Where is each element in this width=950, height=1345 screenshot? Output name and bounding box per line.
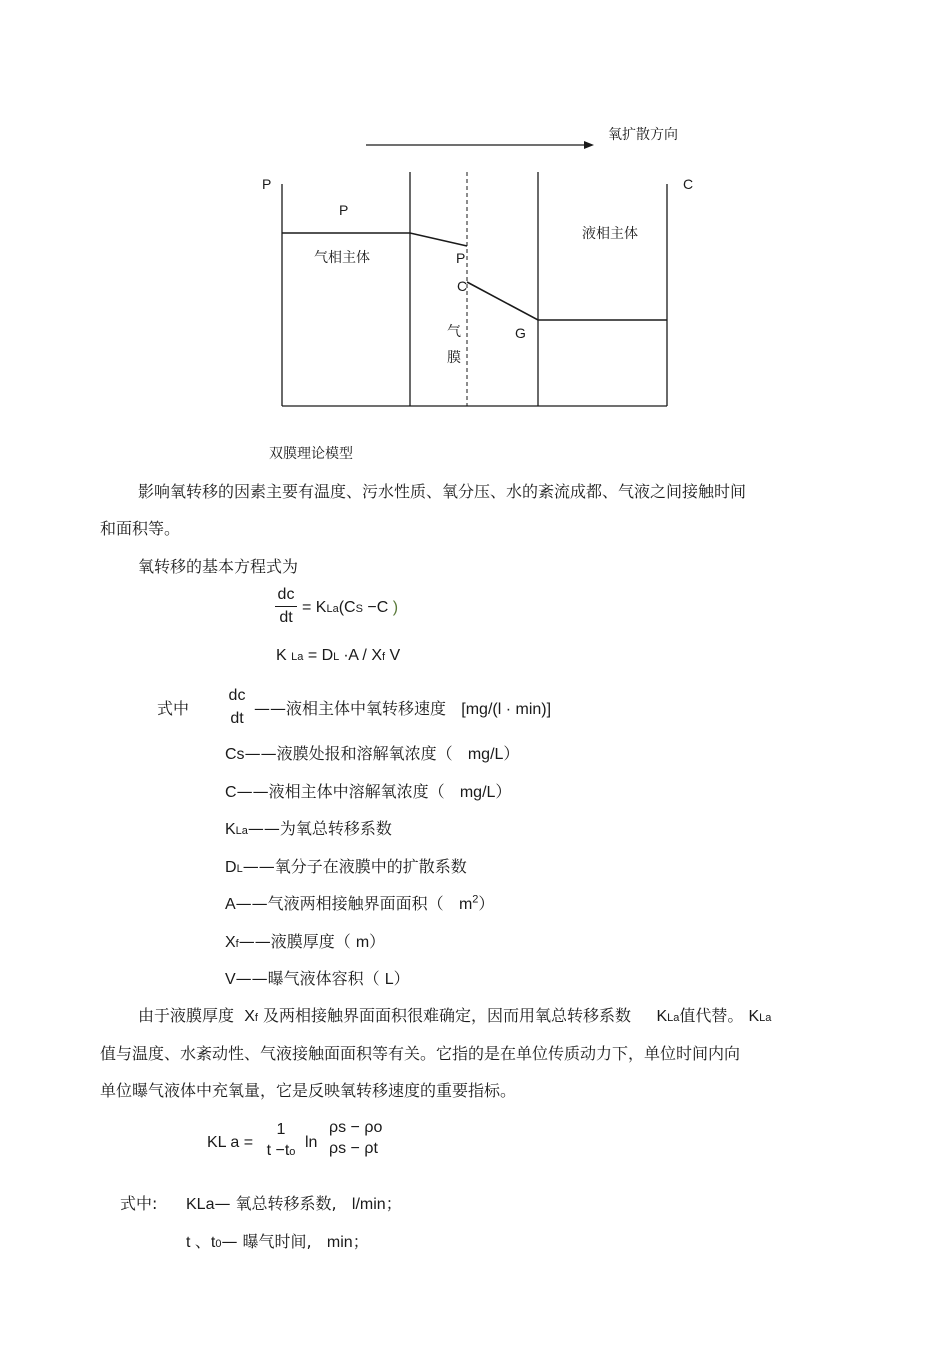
partial-pressure-profile <box>282 233 467 246</box>
para2-line3: 单位曝气液体中充氧量，它是反映氧转移速度的重要指标。 <box>100 1081 517 1100</box>
eq1-den: dt <box>279 609 293 626</box>
eq3-lhs: KL a = <box>207 1134 254 1151</box>
para1-line1: 影响氧转移的因素主要有温度、污水性质、氧分压、水的紊流成都、气液之间接触时间 <box>138 482 747 501</box>
def3: C——液相主体中溶解氧浓度（ mg/L） <box>225 782 512 801</box>
para2-line2: 值与温度、水紊动性、气液接触面面积等有关。它指的是在单位传质动力下，单位时间内向 <box>100 1044 741 1063</box>
defs2-line1: KLa— 氧总转移系数, l/min； <box>186 1194 402 1213</box>
direction-label: 氧扩散方向 <box>608 127 678 143</box>
def2: Cs——液膜处报和溶解氧浓度（ mg/L） <box>225 744 520 763</box>
diagram-caption: 双膜理论模型 <box>269 446 353 462</box>
two-film-theory-diagram <box>0 0 950 470</box>
def1-fraction: dc dt <box>228 687 246 727</box>
def8: V——曝气液体容积（ L） <box>225 969 410 988</box>
eq3-fraction: 1 t −to <box>266 1121 296 1159</box>
gas-film-label-2: 膜 <box>447 350 461 366</box>
p-interface-label: P <box>456 250 466 266</box>
defs2-line2: t 、t0— 曝气时间, min； <box>186 1232 369 1251</box>
equation-intro: 氧转移的基本方程式为 <box>138 557 299 576</box>
arrow-head-icon <box>584 141 594 149</box>
eq1-num: dc <box>277 586 295 603</box>
p-top-label: P <box>339 202 349 218</box>
def6: A——气液两相接触界面面积（ $m^2$） <box>225 893 495 913</box>
gas-body-label: 气相主体 <box>314 250 370 266</box>
eq1-rhs: = KLa(CS −C ) <box>302 599 399 616</box>
c-axis-label: C <box>683 176 694 192</box>
para1-line2: 和面积等。 <box>100 519 181 538</box>
eq3-ratio: ρs − ρo ρs − ρt <box>329 1119 383 1157</box>
def7: Xf——液膜厚度（ m） <box>225 932 386 951</box>
para2-line1: 由于液膜厚度 Xf 及两相接触界面面积很难确定，因而用氧总转移系数 KLa值代替。 KLa <box>138 1006 772 1025</box>
eq2: K La = DL ∙A / Xf V <box>276 647 401 664</box>
eq3-ln: ln <box>305 1134 318 1151</box>
def5: DL——氧分子在液膜中的扩散系数 <box>225 857 467 876</box>
defs2-prefix: 式中: <box>120 1194 158 1213</box>
def4: KLa——为氧总转移系数 <box>225 819 392 838</box>
defs-prefix: 式中 <box>157 699 190 718</box>
concentration-profile <box>467 282 667 320</box>
def1: ——液相主体中氧转移速度 [mg/(l · min)] <box>254 699 552 718</box>
p-axis-label: P <box>262 176 272 192</box>
g-label: G <box>515 325 526 341</box>
eq1-fraction <box>275 586 297 627</box>
c-interface-label: C <box>457 278 468 294</box>
gas-film-label-1: 气 <box>447 324 461 340</box>
liquid-body-label: 液相主体 <box>582 226 638 242</box>
